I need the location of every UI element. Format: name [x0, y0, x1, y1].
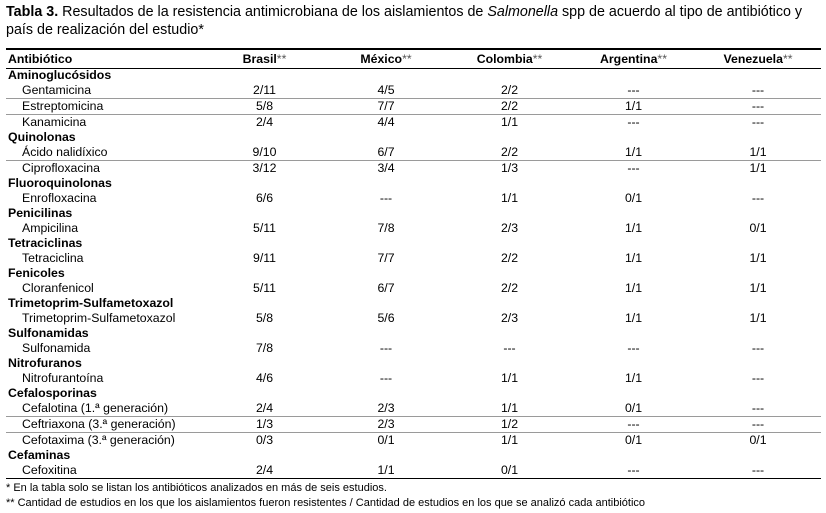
footnote: ** Cantidad de estudios en los que los aislamientos fueron resistentes / Cantidad de estudios en los que se analizó cada antibiótico	[6, 497, 646, 509]
category-label: Cefaminas	[8, 448, 71, 462]
category-row	[6, 356, 821, 371]
table-row	[6, 401, 821, 417]
header-country	[695, 51, 821, 68]
resistance-value: ---	[751, 371, 765, 385]
resistance-value: 1/2	[447, 417, 572, 433]
resistance-value: ---	[627, 463, 640, 477]
resistance-value: 0/1	[377, 433, 395, 447]
category-row	[6, 386, 821, 401]
resistance-value: 2/3	[500, 221, 519, 235]
resistance-value: 1/1	[624, 251, 643, 265]
category-row	[6, 206, 821, 221]
resistance-value: ---	[627, 341, 640, 355]
table-row	[6, 251, 821, 266]
resistance-value: 1/1	[377, 463, 395, 477]
resistance-value: 5/11	[252, 281, 277, 295]
category-label: Fenicoles	[8, 266, 65, 280]
header-country-mark: **	[657, 52, 667, 66]
category-label: Quinolonas	[8, 130, 76, 144]
resistance-value: 5/8	[255, 311, 274, 325]
resistance-value: 0/1	[749, 221, 767, 235]
table-row	[6, 145, 821, 161]
resistance-value: 4/6	[255, 371, 274, 385]
resistance-value: 1/1	[624, 281, 643, 295]
category-label: Tetraciclinas	[8, 236, 83, 250]
table-row	[6, 417, 821, 433]
resistance-value: 5/6	[377, 311, 395, 325]
resistance-value: ---	[627, 161, 640, 175]
resistance-value: 1/1	[572, 145, 695, 161]
resistance-value: ---	[695, 401, 821, 417]
table-row	[6, 433, 821, 449]
resistance-value: 2/2	[500, 281, 519, 295]
caption-text-after: spp de acuerdo al tipo de antibiótico y país de realización del estudio*	[6, 4, 803, 38]
antibiotic-name: Estreptomicina	[6, 99, 204, 115]
table-row	[6, 341, 821, 356]
category-label: Sulfonamidas	[8, 326, 89, 340]
resistance-value: ---	[572, 417, 695, 433]
category-row	[6, 130, 821, 145]
resistance-value: 2/4	[255, 115, 274, 129]
category-label: Cefalosporinas	[8, 386, 97, 400]
resistance-value: ---	[503, 341, 516, 355]
resistance-value: 1/1	[500, 433, 519, 447]
antibiotic-name: Gentamicina	[6, 83, 204, 99]
resistance-value: 2/2	[447, 99, 572, 115]
resistance-value: 4/5	[325, 83, 447, 99]
antibiotic-name: Trimetoprim-Sulfametoxazol	[22, 311, 176, 325]
header-country-name: México	[360, 52, 403, 66]
resistance-value: 0/1	[572, 401, 695, 417]
table-row	[6, 115, 821, 131]
antibiotic-name: Ceftriaxona (3.ª generación)	[6, 417, 204, 433]
resistance-value: 0/1	[749, 433, 767, 447]
resistance-value: 1/1	[749, 161, 767, 175]
table-row	[6, 281, 821, 296]
header-country-name: Brasil	[242, 52, 277, 66]
resistance-value: 9/11	[252, 251, 277, 265]
header-country	[204, 51, 325, 68]
resistance-value: ---	[379, 341, 393, 355]
resistance-value: ---	[695, 99, 821, 115]
resistance-value: 1/1	[749, 281, 767, 295]
resistance-value: 2/3	[325, 401, 447, 417]
table-top-rule	[6, 48, 821, 50]
resistance-value: 2/2	[447, 83, 572, 99]
antibiotic-name: Cefoxitina	[22, 463, 77, 477]
resistance-value: ---	[695, 417, 821, 433]
resistance-value: 9/10	[204, 145, 325, 161]
resistance-value: 2/11	[204, 83, 325, 99]
resistance-value: ---	[627, 115, 640, 129]
category-row	[6, 326, 821, 341]
resistance-value: 1/1	[749, 251, 767, 265]
header-country	[325, 51, 447, 68]
caption-text-before: Resultados de la resistencia antimicrobiana de los aislamientos de	[58, 4, 488, 20]
header-country-mark: **	[276, 52, 287, 66]
table-bottom-rule	[6, 478, 821, 479]
resistance-value: 1/1	[695, 145, 821, 161]
table-row	[6, 221, 821, 236]
resistance-value: 2/4	[255, 463, 274, 477]
resistance-value: 7/7	[377, 251, 395, 265]
resistance-table	[6, 51, 821, 478]
resistance-value: 1/3	[204, 417, 325, 433]
antibiotic-name: Kanamicina	[22, 115, 87, 129]
resistance-value: 6/7	[377, 281, 395, 295]
antibiotic-name: Cefalotina (1.ª generación)	[6, 401, 204, 417]
antibiotic-name: Tetraciclina	[22, 251, 84, 265]
resistance-value: 5/11	[252, 221, 277, 235]
table-caption	[6, 3, 821, 39]
resistance-value: 2/3	[500, 311, 519, 325]
resistance-value: 1/1	[447, 401, 572, 417]
antibiotic-name: Cloranfenicol	[22, 281, 94, 295]
resistance-value: ---	[379, 191, 393, 205]
table-header-row	[6, 51, 821, 68]
category-label: Trimetoprim-Sulfametoxazol	[8, 296, 174, 310]
antibiotic-name: Ampicilina	[22, 221, 79, 235]
resistance-value: 5/8	[204, 99, 325, 115]
resistance-value: 2/2	[500, 251, 519, 265]
antibiotic-name: Ácido nalidíxico	[6, 145, 204, 161]
resistance-value: ---	[751, 191, 765, 205]
table-row	[6, 311, 821, 326]
antibiotic-name: Nitrofurantoína	[22, 371, 104, 385]
resistance-value: 0/1	[624, 433, 643, 447]
antibiotic-name: Enrofloxacina	[22, 191, 97, 205]
resistance-value: 1/1	[500, 371, 519, 385]
header-country-mark: **	[532, 52, 543, 66]
resistance-value: 2/2	[447, 145, 572, 161]
resistance-value: 3/4	[377, 161, 395, 175]
resistance-value: ---	[751, 463, 765, 477]
antibiotic-name: Sulfonamida	[22, 341, 91, 355]
header-country-name: Argentina	[600, 52, 658, 66]
category-row	[6, 448, 821, 463]
table-row	[6, 99, 821, 115]
table-row	[6, 161, 821, 177]
header-country	[447, 51, 572, 68]
resistance-value: 2/4	[204, 401, 325, 417]
resistance-value: 1/1	[624, 371, 643, 385]
table-row	[6, 463, 821, 478]
caption-label: Tabla 3.	[6, 4, 59, 20]
header-country-name: Colombia	[476, 52, 533, 66]
caption-italic-genus: Salmonella	[487, 4, 559, 20]
category-label: Nitrofuranos	[8, 356, 82, 370]
resistance-value: 4/4	[377, 115, 395, 129]
resistance-value: ---	[751, 341, 765, 355]
resistance-value: 7/8	[255, 341, 274, 355]
category-row	[6, 176, 821, 191]
resistance-value: ---	[379, 371, 393, 385]
resistance-value: 7/8	[377, 221, 395, 235]
header-country-mark: **	[782, 52, 793, 66]
resistance-value: 0/3	[255, 433, 274, 447]
header-antibiotic: Antibiótico	[8, 52, 73, 66]
resistance-value: ---	[695, 83, 821, 99]
resistance-value: 0/1	[500, 463, 519, 477]
category-label: Aminoglucósidos	[8, 68, 112, 82]
resistance-value: 0/1	[624, 191, 643, 205]
category-row	[6, 266, 821, 281]
category-row	[6, 236, 821, 251]
resistance-value: 1/1	[624, 221, 643, 235]
resistance-value: 6/7	[325, 145, 447, 161]
footnotes	[6, 481, 645, 511]
header-country	[572, 51, 695, 68]
resistance-value: 1/3	[500, 161, 519, 175]
resistance-value: 1/1	[624, 311, 643, 325]
resistance-value: 1/1	[749, 311, 767, 325]
header-country-mark: **	[402, 52, 412, 66]
resistance-value: 3/12	[252, 161, 277, 175]
resistance-value: 2/3	[325, 417, 447, 433]
antibiotic-name: Cefotaxima (3.ª generación)	[22, 433, 175, 447]
resistance-value: 7/7	[325, 99, 447, 115]
header-country-name: Venezuela	[723, 52, 783, 66]
resistance-value: ---	[751, 115, 765, 129]
footnote: * En la tabla solo se listan los antibióticos analizados en más de seis estudios.	[6, 482, 387, 494]
antibiotic-name: Ciprofloxacina	[22, 161, 100, 175]
category-row	[6, 296, 821, 311]
category-label: Fluoroquinolonas	[8, 176, 112, 190]
table-row	[6, 371, 821, 386]
resistance-value: ---	[572, 83, 695, 99]
table-row	[6, 191, 821, 206]
resistance-value: 1/1	[500, 115, 519, 129]
table-body	[6, 68, 821, 478]
resistance-value: 1/1	[500, 191, 519, 205]
category-label: Penicilinas	[8, 206, 73, 220]
table-row	[6, 83, 821, 99]
category-row	[6, 68, 821, 83]
resistance-value: 1/1	[572, 99, 695, 115]
resistance-value: 6/6	[255, 191, 274, 205]
